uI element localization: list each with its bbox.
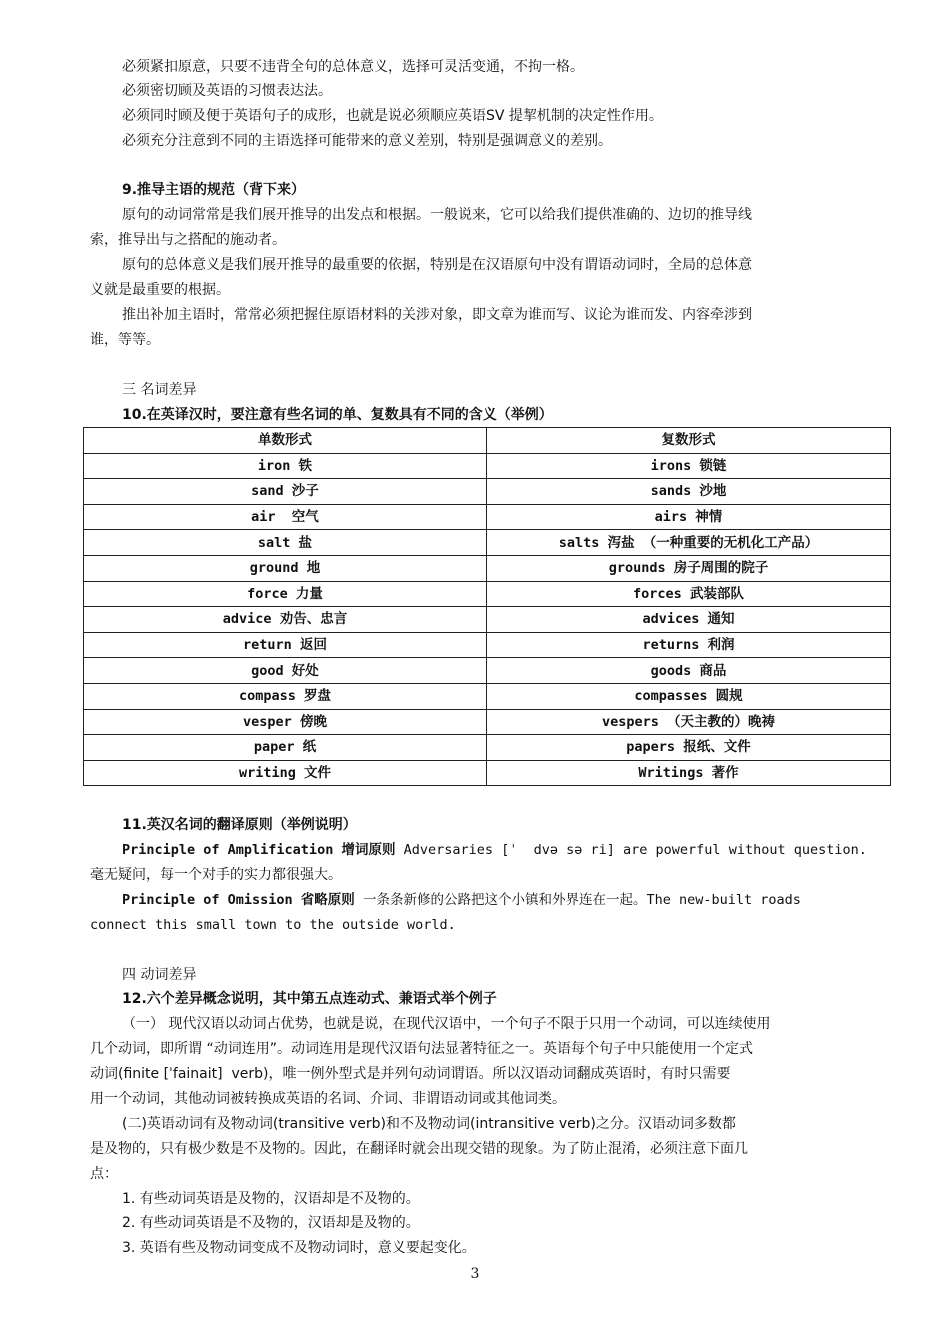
table-row [84,735,891,761]
amplification-translation: 毫无疑问，每一个对手的实力都很强大。 [90,867,342,883]
plural-cell: Writings 著作 [487,760,891,786]
rule-line-3: 必须同时顾及便于英语句子的成形，也就是说必须顺应英语SV 提挈机制的决定性作用。 [122,108,663,124]
sec9-para1-line1: 原句的动词常常是我们展开推导的出发点和根据。一般说来，它可以给我们提供准确的、边切的推导线 [122,207,752,223]
table-row [84,709,891,735]
plural-cell: vespers （天主教的）晚祷 [487,709,891,735]
table-row [84,632,891,658]
sec9-para1-line2: 索，推导出与之搭配的施动者。 [90,232,286,248]
singular-cell: ground 地 [84,555,487,581]
omission-translation: connect this small town to the outside world. [90,917,456,933]
table-row [84,479,891,505]
table-row [84,581,891,607]
section-11-heading: 11.英汉名词的翻译原则（举例说明） [122,817,357,833]
table-row [84,530,891,556]
section-9-heading: 9.推导主语的规范（背下来） [122,182,306,198]
sec12-para2-line2: 是及物的，只有极少数是不及物的。因此，在翻译时就会出现交错的现象。为了防止混淆，必须注意下面几 [90,1141,748,1157]
header-plural: 复数形式 [487,428,891,454]
table-row [84,453,891,479]
plural-cell: goods 商品 [487,658,891,684]
noun-number-table [83,427,891,786]
list-item: 3. 英语有些及物动词变成不及物动词时，意义要起变化。 [122,1240,476,1256]
singular-cell: advice 劝告、忠言 [84,607,487,633]
sec9-para3-line2: 谁，等等。 [90,332,160,348]
page-number: 3 [470,1266,480,1282]
sec12-para1-line4: 用一个动词，其他动词被转换成英语的名词、介词、非谓语动词或其他词类。 [90,1091,566,1107]
singular-cell: return 返回 [84,632,487,658]
plural-cell: advices 通知 [487,607,891,633]
section-4-title: 四 动词差异 [122,967,197,983]
singular-cell: compass 罗盘 [84,683,487,709]
amplification-title: Principle of Amplification 增词原则 [122,842,396,858]
plural-cell: irons 锁链 [487,453,891,479]
sec12-para2-line3: 点： [90,1166,118,1182]
omission-title: Principle of Omission 省略原则 [122,892,355,908]
table-row [84,504,891,530]
plural-cell: sands 沙地 [487,479,891,505]
sec12-para2-line1: (二)英语动词有及物动词(transitive verb)和不及物动词(intransitive verb)之分。汉语动词多数都 [122,1116,736,1132]
sec9-para2-line2: 义就是最重要的根据。 [90,282,230,298]
section-12-heading: 12.六个差异概念说明，其中第五点连动式、兼语式举个例子 [122,991,497,1007]
singular-cell: vesper 傍晚 [84,709,487,735]
table-row [84,555,891,581]
omission-example: 一条条新修的公路把这个小镇和外界连在一起。The new-built roads [354,892,801,908]
rule-line-2: 必须密切顾及英语的习惯表达法。 [122,83,332,99]
section-3-title: 三 名词差异 [122,382,197,398]
table-header-row [84,428,891,454]
sec12-para1-line3: 动词(finite [ˈfainait] verb)，唯一例外型式是并列句动词谓语。所以汉语动词翻成英语时，有时只需要 [90,1066,731,1082]
singular-cell: force 力量 [84,581,487,607]
rule-line-1: 必须紧扣原意，只要不违背全句的总体意义，选择可灵活变通，不拘一格。 [122,59,584,75]
omission-line [122,890,801,910]
table-row [84,760,891,786]
singular-cell: air 空气 [84,504,487,530]
singular-cell: salt 盐 [84,530,487,556]
sec12-para1-line1: （一） 现代汉语以动词占优势，也就是说，在现代汉语中，一个句子不限于只用一个动词，可以连续使用 [122,1016,771,1032]
plural-cell: grounds 房子周围的院子 [487,555,891,581]
plural-cell: compasses 圆规 [487,683,891,709]
plural-cell: returns 利润 [487,632,891,658]
singular-cell: iron 铁 [84,453,487,479]
plural-cell: salts 泻盐 （一种重要的无机化工产品） [487,530,891,556]
plural-cell: forces 武装部队 [487,581,891,607]
list-item: 1. 有些动词英语是及物的，汉语却是不及物的。 [122,1191,420,1207]
table-row [84,683,891,709]
singular-cell: good 好处 [84,658,487,684]
table-row [84,607,891,633]
singular-cell: paper 纸 [84,735,487,761]
plural-cell: papers 报纸、文件 [487,735,891,761]
sec9-para3-line1: 推出补加主语时，常常必须把握住原语材料的关涉对象，即文章为谁而写、议论为谁而发、内容牵涉到 [122,307,752,323]
plural-cell: airs 神情 [487,504,891,530]
list-item: 2. 有些动词英语是不及物的，汉语却是及物的。 [122,1215,420,1231]
table-row [84,658,891,684]
section-10-heading: 10.在英译汉时，要注意有些名词的单、复数具有不同的含义（举例） [122,407,553,423]
amplification-line [122,840,867,860]
header-singular: 单数形式 [84,428,487,454]
sec12-para1-line2: 几个动词，即所谓 “动词连用”。动词连用是现代汉语句法显著特征之一。英语每个句子中只能使用一个定式 [90,1041,753,1057]
singular-cell: writing 文件 [84,760,487,786]
sec9-para2-line1: 原句的总体意义是我们展开推导的最重要的依据，特别是在汉语原句中没有谓语动词时，全局的总体意 [122,257,752,273]
singular-cell: sand 沙子 [84,479,487,505]
rule-line-4: 必须充分注意到不同的主语选择可能带来的意义差别，特别是强调意义的差别。 [122,133,612,149]
amplification-example: Adversaries [ˈ dvə sə ri] are powerful without question. [395,842,867,858]
